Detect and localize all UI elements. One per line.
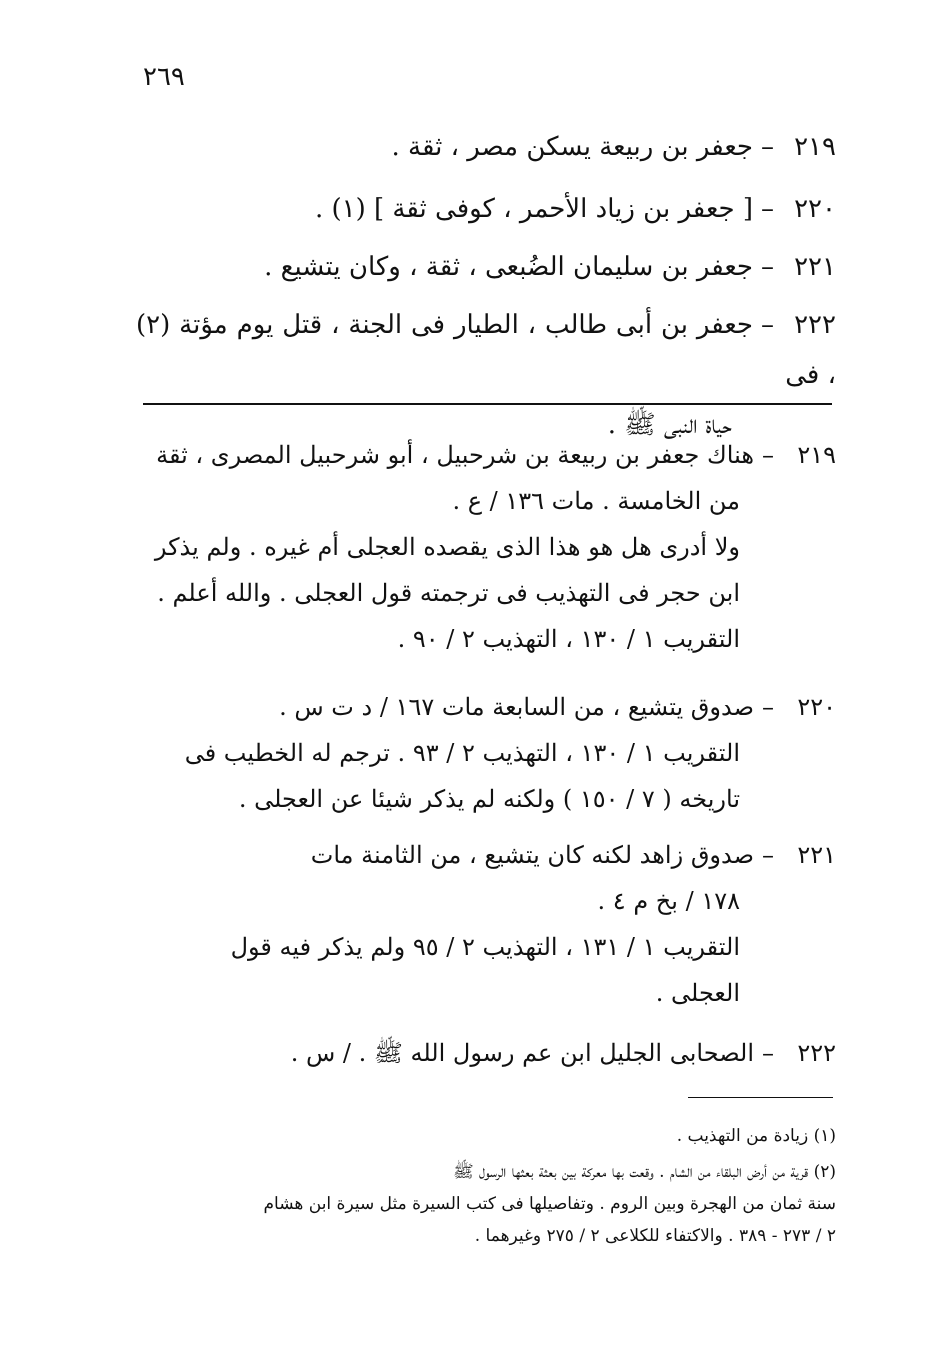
note-219: ٢١٩–هناك جعفر بن ربيعة بن شرحبيل ، أبو شرحبيل المصرى ، ثقة من الخامسة . مات ١٣٦ / ع . ولا أدرى هل هو هذا الذى يقصده العجلى أم غيره . ولم يذكر ابن حجر فى التهذيب فى ترجمته قول العجلى . والله أعلم . التقريب ١ / ١٣٠ ، التهذيب ٢ / ٩٠ . [136, 432, 836, 662]
entry-text-line: جعفر بن أبى طالب ، الطيار فى الجنة ، قتل يوم مؤتة (٢) ، فى [136, 310, 836, 390]
entry-number: ٢٢١ [794, 252, 836, 282]
footnote-text: زيادة من التهذيب . [676, 1126, 809, 1146]
footnote-number: (١) [813, 1126, 836, 1146]
entry-text-line: حياة النبى ﷺ . [607, 410, 732, 440]
note-number: ٢٢١ [797, 841, 836, 869]
section-divider [143, 403, 832, 405]
note-220: ٢٢٠–صدوق يتشيع ، من السابعة مات ١٦٧ / د ت س . التقريب ١ / ١٣٠ ، التهذيب ٢ / ٩٣ . ترجم له الخطيب فى تاريخه ( ٧ / ١٥٠ ) ولكنه لم يذكر شيئا عن العجلى . [136, 684, 836, 822]
note-line: ابن حجر فى التهذيب فى ترجمته قول العجلى . والله أعلم . [157, 579, 740, 607]
main-entry-222: ٢٢٢–جعفر بن أبى طالب ، الطيار فى الجنة ، قتل يوم مؤتة (٢) ، فى حياة النبى ﷺ . [136, 300, 836, 450]
footnote-line: سنة ثمان من الهجرة وبين الروم . وتفاصيلها فى كتب السيرة مثل سيرة ابن هشام [263, 1194, 836, 1214]
entry-number: ٢٢٠ [794, 194, 836, 224]
note-line: هناك جعفر بن ربيعة بن شرحبيل ، أبو شرحبيل المصرى ، ثقة [156, 441, 754, 469]
footnote-line: ٢ / ٢٧٣ - ٣٨٩ . والاكتفاء للكلاعى ٢ / ٢٧٥ وغيرهما . [474, 1226, 836, 1246]
main-entry-221: ٢٢١–جعفر بن سليمان الضُبعى ، ثقة ، وكان يتشيع . [136, 242, 836, 292]
main-entry-219: ٢١٩–جعفر بن ربيعة يسكن مصر ، ثقة . [136, 122, 836, 172]
page-number: ٢٦٩ [143, 62, 185, 92]
note-line: الصحابى الجليل ابن عم رسول الله ﷺ . / س . [290, 1039, 754, 1067]
footnote-line: قرية من أرض البلقاء من الشام . وقعت بها معركة بين بعثة بعثها الرسول ﷺ [453, 1162, 809, 1182]
note-line: التقريب ١ / ١٣١ ، التهذيب ٢ / ٩٥ ولم يذكر فيه قول [230, 933, 740, 961]
entry-text: [ جعفر بن زياد الأحمر ، كوفى ثقة ] (١) . [314, 194, 753, 224]
main-entry-220: ٢٢٠–[ جعفر بن زياد الأحمر ، كوفى ثقة ] (١) . [136, 184, 836, 234]
footnote-1 [136, 1120, 836, 1152]
footnote-divider [688, 1097, 833, 1098]
note-line: التقريب ١ / ١٣٠ ، التهذيب ٢ / ٩٣ . ترجم له الخطيب فى [184, 739, 740, 767]
entry-number: ٢٢٢ [794, 310, 836, 340]
note-line: تاريخه ( ٧ / ١٥٠ ) ولكنه لم يذكر شيئا عن العجلى . [238, 785, 740, 813]
note-line: صدوق يتشيع ، من السابعة مات ١٦٧ / د ت س . [279, 693, 754, 721]
note-line: التقريب ١ / ١٣٠ ، التهذيب ٢ / ٩٠ . [397, 625, 740, 653]
note-number: ٢٢٢ [797, 1039, 836, 1067]
note-line: ١٧٨ / بخ م ٤ . [597, 887, 740, 915]
note-number: ٢٢٠ [797, 693, 836, 721]
footnote-number: (٢) [813, 1162, 836, 1182]
note-221: ٢٢١–صدوق زاهد لكنه كان يتشيع ، من الثامنة مات ١٧٨ / بخ م ٤ . التقريب ١ / ١٣١ ، التهذيب ٢ / ٩٥ ولم يذكر فيه قول العجلى . [136, 832, 836, 1016]
entry-text: جعفر بن ربيعة يسكن مصر ، ثقة . [391, 132, 753, 162]
footnote-2 [136, 1156, 836, 1252]
note-line: العجلى . [655, 979, 740, 1007]
note-line: من الخامسة . مات ١٣٦ / ع . [452, 487, 740, 515]
note-222: ٢٢٢–الصحابى الجليل ابن عم رسول الله ﷺ . / س . [136, 1030, 836, 1076]
note-line: ولا أدرى هل هو هذا الذى يقصده العجلى أم غيره . ولم يذكر [154, 533, 740, 561]
note-line: صدوق زاهد لكنه كان يتشيع ، من الثامنة مات [310, 841, 754, 869]
entry-number: ٢١٩ [794, 132, 836, 162]
note-number: ٢١٩ [797, 441, 836, 469]
entry-text: جعفر بن سليمان الضُبعى ، ثقة ، وكان يتشيع . [264, 252, 753, 282]
